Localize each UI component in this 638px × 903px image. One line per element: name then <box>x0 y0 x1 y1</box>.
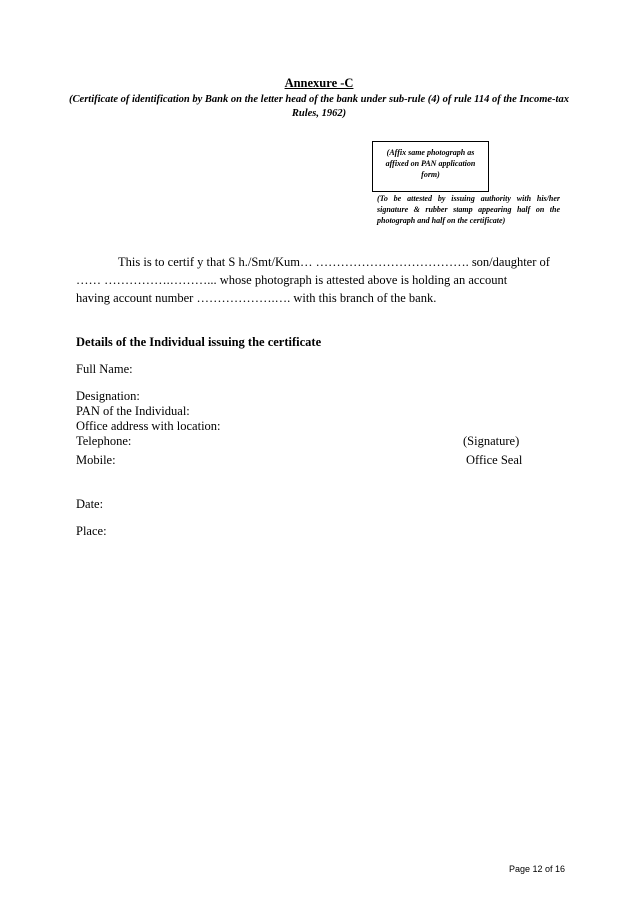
photo-box-line-2: affixed on PAN application <box>385 159 476 168</box>
details-heading: Details of the Individual issuing the certificate <box>76 335 322 349</box>
body-line-2: …… …………….………... whose photograph is attested above is holding an account <box>76 273 508 287</box>
body-line-3: having account number ……………….…. with this branch of the bank. <box>76 291 437 305</box>
signature-label: (Signature) <box>463 434 520 448</box>
photo-placeholder-box <box>372 141 489 192</box>
office-seal-label: Office Seal <box>466 453 523 467</box>
body-line-1: This is to certif y that S h./Smt/Kum… ………………………………. son/daughter of <box>118 255 550 269</box>
field-date: Date: <box>76 497 104 511</box>
photo-box-line-3: form) <box>421 170 440 179</box>
field-office-address: Office address with location: <box>76 419 221 433</box>
field-full-name: Full Name: <box>76 362 133 376</box>
page-subtitle: (Certificate of identification by Bank on the letter head of the bank under sub-rule (4) of rule 114 of the Income-tax Rules, 1962) <box>69 94 569 119</box>
field-designation: Designation: <box>76 389 140 403</box>
field-telephone: Telephone: <box>76 434 132 448</box>
field-mobile: Mobile: <box>76 453 116 467</box>
attestation-note: (To be attested by issuing authority with his/her signature & rubber stamp appearing half on the photograph and half on the certificate) <box>377 194 560 225</box>
page-title: Annexure -C <box>284 76 354 90</box>
photo-box-line-1: (Affix same photograph as <box>386 148 475 157</box>
page-number: Page 12 of 16 <box>509 864 566 874</box>
field-place: Place: <box>76 524 107 538</box>
field-pan: PAN of the Individual: <box>76 404 190 418</box>
